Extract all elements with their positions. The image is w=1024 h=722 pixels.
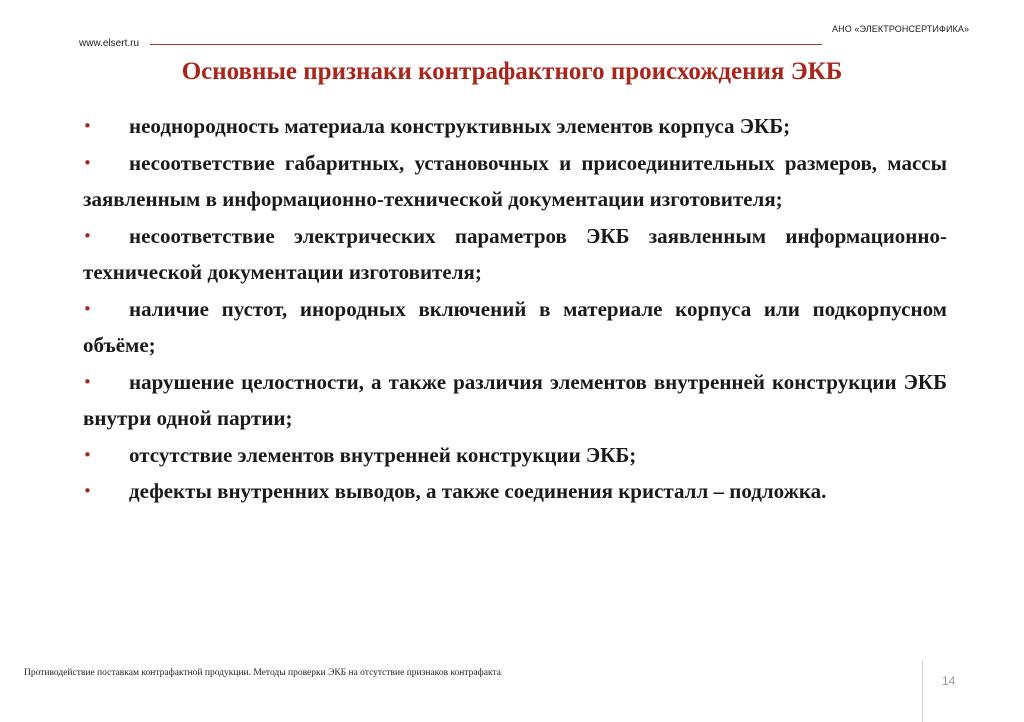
list-item-text: несоответствие габаритных, установочных и присоединительных размеров, массы заявленным в информационно-технической документации изготовителя; xyxy=(83,150,947,211)
header-divider xyxy=(150,44,822,45)
list-item xyxy=(83,473,947,510)
bullet-icon: • xyxy=(83,117,92,135)
slide-title: Основные признаки контрафактного происхождения ЭКБ xyxy=(181,58,843,85)
list-item xyxy=(83,437,947,474)
page-number: 14 xyxy=(942,674,956,688)
bullet-icon: • xyxy=(83,482,92,500)
list-item-text: неоднородность материала конструктивных элементов корпуса ЭКБ; xyxy=(129,114,791,138)
list-item xyxy=(83,364,947,437)
list-item-text: отсутствие элементов внутренней конструкции ЭКБ; xyxy=(129,442,637,467)
bullet-icon: • xyxy=(83,226,92,245)
footer-divider xyxy=(922,660,923,722)
bullet-icon: • xyxy=(83,153,92,172)
list-item xyxy=(83,291,947,364)
list-item-text: нарушение целостности, а также различия элементов внутренней конструкции ЭКБ внутри одной партии; xyxy=(83,369,947,430)
bullet-list xyxy=(83,108,947,510)
list-item-text: наличие пустот, инородных включений в материале корпуса или подкорпусном объёме; xyxy=(83,296,947,357)
list-item xyxy=(83,108,947,145)
list-item xyxy=(83,145,947,218)
bullet-icon: • xyxy=(83,372,92,391)
list-item xyxy=(83,218,947,291)
list-item-text: дефекты внутренних выводов, а также соединения кристалл – подложка. xyxy=(129,479,827,503)
footer-caption: Противодействие поставкам контрафактной продукции. Методы проверки ЭКБ на отсутствие признаков контрафакта xyxy=(24,668,501,678)
bullet-icon: • xyxy=(83,299,92,318)
bullet-icon: • xyxy=(83,445,92,464)
website-link[interactable]: www.elsert.ru xyxy=(79,38,140,49)
organization-label: АНО «ЭЛЕКТРОНСЕРТИФИКА» xyxy=(832,24,970,34)
list-item-text: несоответствие электрических параметров ЭКБ заявленным информационно-технической документации изготовителя; xyxy=(83,223,947,284)
